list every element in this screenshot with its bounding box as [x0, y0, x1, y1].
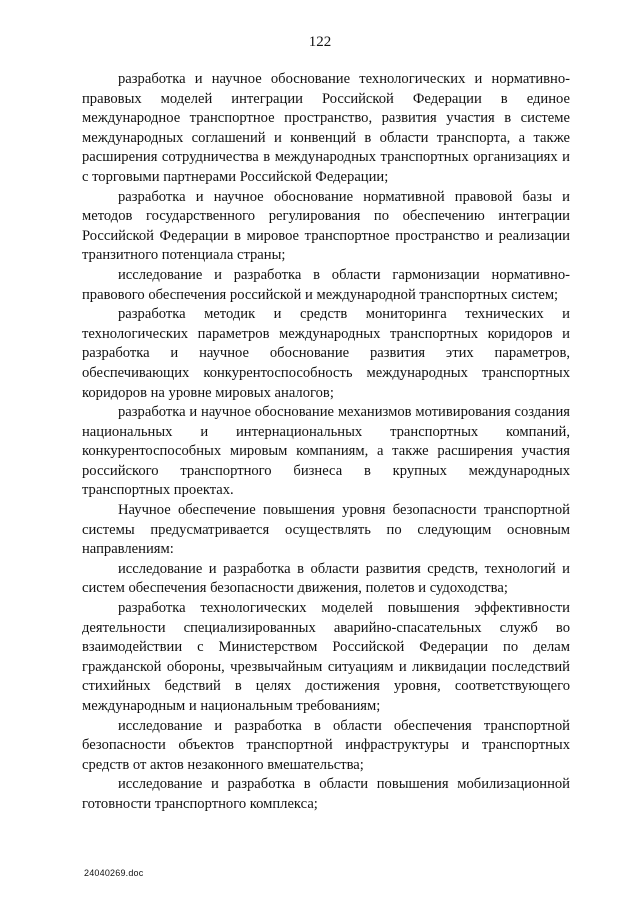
paragraph: исследование и разработка в области обеспечения транспортной безопасности объектов транспортной инфраструктуры и транспортных средств от актов незаконного вмешательства; [82, 717, 570, 773]
paragraph: разработка и научное обоснование технологических и нормативно-правовых моделей интеграции Российской Федерации в единое международное транспортное пространство, развития участия в системе международных соглашений и конвенций в области транспорта, а также расширения сотрудничества в международных транспортных организациях и с торговыми партнерами Российской Федерации; [82, 71, 570, 185]
paragraph: разработка и научное обоснование механизмов мотивирования создания национальных и интернациональных транспортных компаний, конкурентоспособных мировым компаниям, а также расширения участия российского транспортного бизнеса в крупных международных транспортных проектах. [82, 404, 570, 499]
footer-filename: 24040269.doc [84, 868, 144, 878]
paragraph: Научное обеспечение повышения уровня безопасности транспортной системы предусматривается осуществлять по следующим основным направлениям: [82, 502, 570, 558]
paragraph: исследование и разработка в области повышения мобилизационной готовности транспортного комплекса; [82, 776, 570, 812]
paragraph: разработка методик и средств мониторинга технических и технологических параметров международных транспортных коридоров и разработка и научное обоснование развития этих параметров, обеспечивающих конкурентоспособность международных транспортных коридоров на уровне мировых аналогов; [82, 306, 570, 401]
paragraph: исследование и разработка в области гармонизации нормативно-правового обеспечения российской и международной транспортных систем; [82, 266, 570, 303]
paragraph: разработка технологических моделей повышения эффективности деятельности специализированных аварийно-спасательных служб во взаимодействии с Министерством Российской Федерации по делам гражданской обороны, чрезвычайным ситуациям и ликвидации последствий стихийных бедствий в целях достижения уровня, соответствующего международным и национальным требованиям; [82, 600, 570, 714]
paragraph: исследование и разработка в области развития средств, технологий и систем обеспечения безопасности движения, полетов и судоходства; [82, 560, 570, 597]
document-body [82, 70, 570, 815]
paragraph: разработка и научное обоснование нормативной правовой базы и методов государственного регулирования по обеспечению интеграции Российской Федерации в мировое транспортное пространство и реализации транзитного потенциала страны; [82, 188, 570, 264]
page-number: 122 [308, 34, 332, 50]
